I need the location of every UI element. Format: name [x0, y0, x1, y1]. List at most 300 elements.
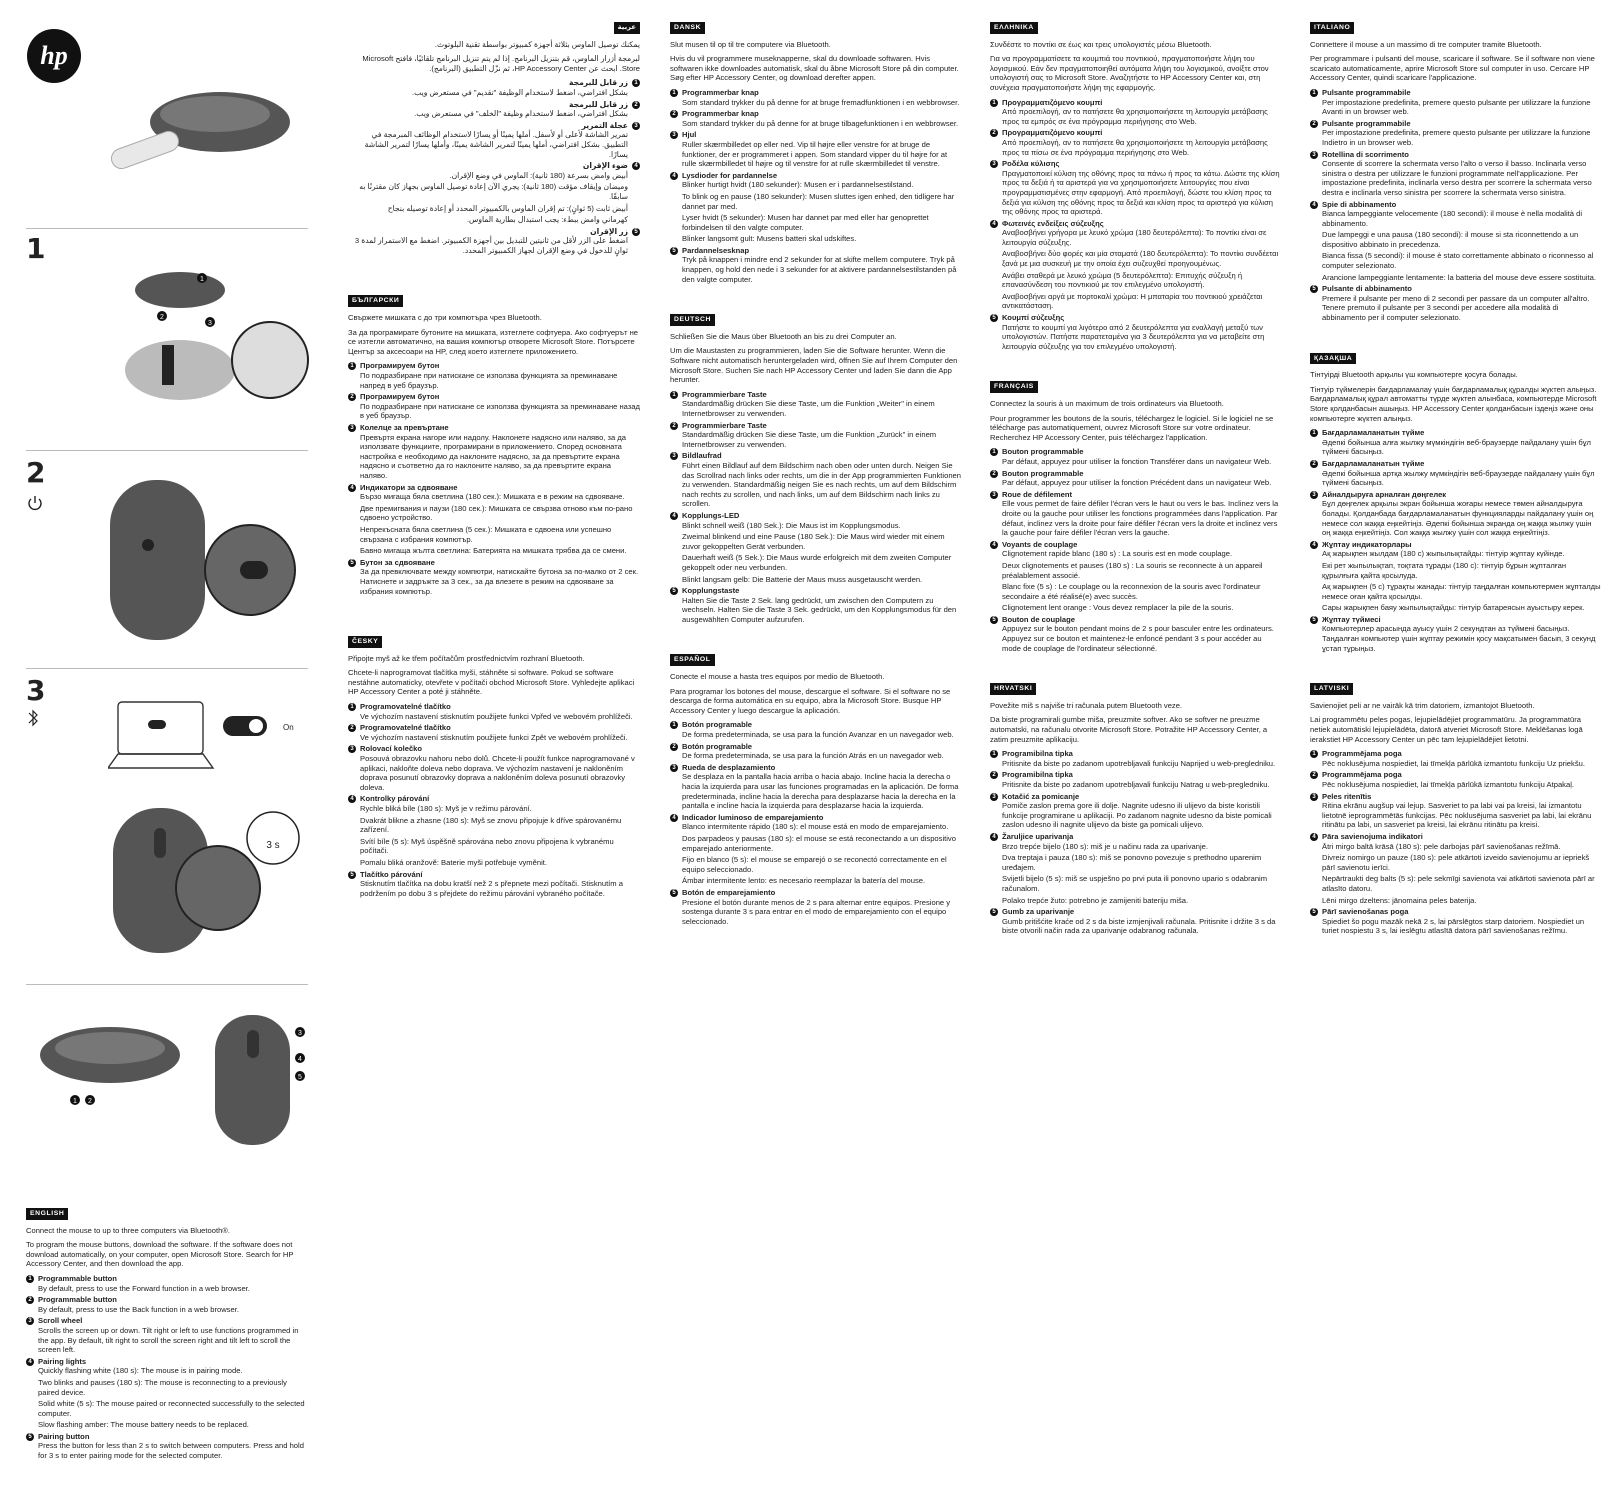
feature-title [348, 392, 640, 402]
section-intro: Connectez la souris à un maximum de trois ordinateurs via Bluetooth. [990, 399, 1224, 408]
feature-description: To blink og en pause (180 sekunder): Musen sluttes igen enhed, den tidligere har dannet par med. [682, 191, 955, 211]
feature-number-badge: 3 [348, 424, 356, 432]
feature-description: Blanco intermitente rápido (180 s): el mouse está en modo de emparejamiento. [682, 822, 949, 832]
feature-number-badge: 1 [990, 750, 998, 758]
feature-description: Consente di scorrere la schermata verso l'alto o verso il basso. Inclinarla verso sinistra o destra per utilizzare le funzioni programmate nell'applicazione. Per impostazione predefinita, inclinarla verso destra per scorrere la schermata verso destra e inclinarla verso sinistra per scorrere la schermata verso sinistra. [1322, 159, 1592, 197]
feature-title-text: Programmerbar knap [682, 109, 759, 119]
divider-4 [26, 984, 308, 985]
feature-item [990, 159, 1282, 217]
feature-number-badge: 4 [990, 541, 998, 549]
section-intro: Povežite miš s najviše tri računala putem Bluetooth veze. [990, 700, 1183, 710]
section-spanish [670, 654, 962, 926]
feature-number-badge: 2 [670, 743, 678, 751]
feature-description: Brzo trepće bijelo (180 s): miš je u načinu rada za uparivanje. [1002, 841, 1208, 851]
laptop-bluetooth-on-illustration [108, 698, 308, 773]
feature-description: Pēc noklusējuma nospiediet, lai tīmekļa pārlūkā izmantotu funkciju Uz priekšu. [1322, 758, 1585, 768]
step-2-number: 2 [26, 456, 46, 489]
feature-title-text: Pāra savienojuma indikatori [1322, 831, 1423, 841]
feature-item [1310, 88, 1602, 117]
feature-item [1310, 792, 1602, 830]
feature-title-text: عجلة التمرير [581, 120, 628, 130]
mouse-with-battery-illustration [100, 80, 300, 190]
feature-number-badge: 5 [632, 228, 640, 236]
feature-description: Ақ жарықпен (5 с) тұрақты жанады: тінтуір таңдалған компьютермен жұпталды немесе оған қайта қосылды. [1322, 582, 1601, 601]
feature-number-badge: 5 [990, 314, 998, 322]
feature-number-badge: 5 [348, 559, 356, 567]
section-header: HRVATSKI [990, 683, 1036, 695]
feature-item [1310, 119, 1602, 148]
feature-number-badge: 4 [632, 162, 640, 170]
feature-title [348, 723, 640, 733]
feature-item [990, 313, 1282, 351]
feature-title-text: Програмируем бутон [360, 392, 440, 402]
battery-install-illustration [110, 260, 310, 435]
mouse-bottom-power-illustration [100, 475, 310, 650]
feature-title-text: Индикатори за сдвояване [360, 482, 458, 492]
feature-description: Ritina ekrānu augšup vai lejup. Sasveriet to pa labi vai pa kreisi, lai izmantotu lietotnē ieprogrammētās funkcijas. Pēc noklusējuma sasveriet pa labi, lai ekrānu ritinātu pa labi, un sasveriet pa kreisi, lai ekrānu ritinātu pa kreisi. [1322, 801, 1592, 830]
feature-number-badge: 3 [632, 122, 640, 130]
feature-description: Blinker langsomt gult: Musens batteri skal udskiftes. [682, 234, 857, 244]
feature-description: Ақ жарықпен жылдам (180 с) жыпылықтайды: тінтуір жұптау күйінде. [1322, 549, 1565, 559]
section-header: عربية [614, 22, 640, 34]
feature-title [670, 888, 962, 898]
section-intro: Schließen Sie die Maus über Bluetooth an bis zu drei Computer an. [670, 331, 897, 341]
feature-title [1310, 832, 1602, 842]
feature-title-text: زر قابل للبرمجة [569, 78, 628, 88]
divider-1 [26, 228, 308, 229]
section-intro: To program the mouse buttons, download the software. If the software does not download automatically, on your computer, open Microsoft Store. Search for HP Accessory Center, and then download the app. [26, 1240, 294, 1269]
feature-number-badge: 4 [26, 1358, 34, 1366]
section-header: ҚАЗАҚША [1310, 353, 1356, 365]
feature-title-text: Hjul [682, 130, 697, 140]
section-croatian [990, 683, 1282, 936]
feature-item [1310, 200, 1602, 283]
feature-number-badge: 3 [348, 745, 356, 753]
feature-number-badge: 1 [348, 362, 356, 370]
feature-title-text: Lysdioder for pardannelse [682, 170, 778, 180]
feature-number-badge: 3 [990, 160, 998, 168]
feature-callout-4: 4 [298, 1056, 302, 1063]
feature-title [1310, 150, 1602, 160]
feature-item [670, 246, 962, 284]
feature-number-badge: 5 [1310, 285, 1318, 293]
feature-title-text: Kopplungs-LED [682, 510, 740, 520]
feature-description: Бавно мигаща жълта светлина: Батерията на мишката трябва да се смени. [360, 546, 627, 556]
feature-title-text: Peles ritenītis [1322, 791, 1372, 801]
feature-title [670, 742, 962, 752]
feature-number-badge: 2 [1310, 460, 1318, 468]
feature-number-badge: 2 [990, 771, 998, 779]
feature-description: Ruller skærmbilledet op eller ned. Vip til højre eller venstre for at bruge de funktioner, der er programmeret i appen. Som standard vipper du til højre for at rulle skærmbilledet til højre og til venstre for at rulle skærmbilledet til venstre. [682, 139, 948, 169]
feature-description: Zweimal blinkend und eine Pause (180 Sek.): Die Maus wird wieder mit einem zuvor gekoppelten Gerät verbunden. [682, 532, 945, 551]
feature-description: Press the button for less than 2 s to switch between computers. Press and hold for 3 s to enter pairing mode for the selected computer. [38, 1441, 304, 1461]
feature-title [348, 161, 640, 171]
feature-title-text: Kotačić za pomicanje [1002, 791, 1080, 801]
feature-item [348, 78, 640, 97]
feature-number-badge: 2 [348, 724, 356, 732]
feature-description: Dvakrát blikne a zhasne (180 s): Myš se znovu připojuje k dříve spárovanému zařízení. [360, 815, 622, 835]
section-header: ESPAÑOL [670, 654, 715, 666]
section-intro: لبرمجة أزرار الماوس، قم بتنزيل البرنامج. إذا لم يتم تنزيل البرنامج تلقائيًا، فافتح Microsoft Store. ابحث عن HP Accessory Center، ثم نزّل التطبيق (البرنامج). [362, 54, 640, 73]
section-intro: Per programmare i pulsanti del mouse, scaricare il software. Se il software non viene scaricato automaticamente, aprire Microsoft Store sul computer in uso. Cercare HP Accessory Center, quindi scaricare l'applicazione. [1310, 54, 1595, 83]
feature-number-badge: 2 [670, 422, 678, 430]
feature-title-text: Pardannelsesknap [682, 245, 750, 255]
feature-description: Από προεπιλογή, αν το πατήσετε θα χρησιμοποιήσετε τη λειτουργία μετάβασης προς τα εμπρός σε ένα πρόγραμμα περιήγησης στο Web. [1002, 107, 1268, 126]
feature-title-text: Tlačítko párování [360, 869, 423, 879]
feature-description: Par défaut, appuyez pour utiliser la fonction Précédent dans un navigateur Web. [1002, 478, 1272, 488]
feature-description: De forma predeterminada, se usa para la función Atrás en un navegador web. [682, 751, 944, 761]
feature-number-badge: 2 [26, 1296, 34, 1304]
feature-title [1310, 459, 1602, 469]
feature-description: Per impostazione predefinita, premere questo pulsante per utilizzare la funzione Avanti in un browser web. [1322, 97, 1591, 117]
feature-title-text: زر قابل للبرمجة [569, 99, 628, 109]
feature-description: Πατήστε το κουμπί για λιγότερο από 2 δευτερόλεπτα για εναλλαγή μεταξύ των υπολογιστών. Πατήστε παρατεταμένα για 3 δευτερόλεπτα για να μεταβείτε στη λειτουργία σύζευξης για τον επιλεγμένο υπολογιστή. [1002, 322, 1265, 351]
feature-item [1310, 490, 1602, 538]
feature-description: Dva treptaja i pauza (180 s): miš se ponovno povezuje s prethodno uparenim uređajem. [1002, 853, 1262, 872]
feature-description: Presione el botón durante menos de 2 s para alternar entre equipos. Presione y sostenga durante 3 s para entrar en el modo de emparejamiento con el equipo seleccionado. [682, 897, 951, 926]
section-czech [348, 636, 640, 898]
feature-description: Ve výchozím nastavení stisknutím použijete funkci Zpět ve webovém prohlížeči. [360, 732, 628, 742]
feature-callout-5: 5 [298, 1074, 302, 1081]
feature-title [990, 615, 1282, 625]
feature-title [348, 744, 640, 754]
divider-3 [26, 668, 308, 669]
feature-title-text: Pulsante programmabile [1322, 87, 1411, 97]
feature-title-text: Botón de emparejamiento [682, 887, 776, 897]
feature-title [670, 246, 962, 256]
feature-description: Blinkt langsam gelb: Die Batterie der Maus muss ausgetauscht werden. [682, 574, 923, 584]
feature-number-badge: 4 [1310, 541, 1318, 549]
section-intro: Conecte el mouse a hasta tres equipos por medio de Bluetooth. [670, 672, 885, 682]
feature-title [348, 227, 640, 237]
feature-description: تمرير الشاشة لأعلى أو لأسفل. أملها يمينًا أو يسارًا لاستخدام الوظائف المبرمجة في التطبيق. بشكل افتراضي، أملها يمينًا لتمرير الشاشة يمينًا، وأملها يسارًا لتمرير الشاشة يسارًا. [364, 130, 628, 159]
section-header: ČESKY [348, 636, 382, 648]
feature-item [348, 870, 640, 899]
feature-title-text: Bouton programmable [1002, 468, 1084, 478]
feature-title [990, 907, 1282, 917]
hp-logo [26, 28, 82, 84]
feature-title [26, 1357, 308, 1367]
feature-title-text: Pārī savienošanas poga [1322, 907, 1409, 917]
feature-title-text: Programmerbar knap [682, 87, 759, 97]
section-intro: يمكنك توصيل الماوس بثلاثة أجهزة كمبيوتر بواسطة تقنية البلوتوث. [434, 39, 640, 49]
feature-description: Halten Sie die Taste 2 Sek. lang gedrückt, um zwischen den Computern zu wechseln. Halten Sie die Taste 3 Sek. gedrückt, um den Kopplungsmodus für den ausgewählten Computer aufzurufen. [682, 595, 957, 624]
feature-title-text: زر الإقران [590, 226, 628, 236]
section-german [670, 314, 962, 624]
feature-title [348, 121, 640, 131]
feature-item [670, 511, 962, 584]
feature-title [1310, 792, 1602, 802]
feature-title [348, 483, 640, 493]
feature-item [990, 447, 1282, 466]
feature-number-badge: 5 [26, 1433, 34, 1441]
section-intro: Тінтуірді Bluetooth арқылы үш компьютерге қосуға болады. [1310, 370, 1518, 380]
feature-item [670, 451, 962, 509]
feature-title-text: Rolovací kolečko [360, 744, 423, 754]
feature-description: Dos parpadeos y pausas (180 s): el mouse se está reconectando a un dispositivo emparejado anteriormente. [682, 833, 956, 853]
feature-title-text: Programmable button [38, 1295, 117, 1305]
feature-item [348, 744, 640, 792]
feature-description: Spiediet šo pogu mazāk nekā 2 s, lai pārslēgtos starp datoriem. Nospiediet un turiet nospiestu 3 s, lai ieslēgtu atlasītā datora pārī savienošanas režīmu. [1322, 916, 1585, 936]
callout-2: 2 [160, 314, 164, 321]
feature-number-badge: 3 [1310, 793, 1318, 801]
feature-number-badge: 3 [990, 491, 998, 499]
feature-number-badge: 1 [1310, 429, 1318, 437]
feature-description: Führt einen Bildlauf auf dem Bildschirm nach oben oder unten durch. Neigen Sie das Scrollrad nach links oder rechts, um die in der App programmierten Funktionen zu verwenden. Standardmäßig neigen Sie es nach rechts, um auf dem Bildschirm nach rechts zu scrollen, und nach links, um auf dem Bildschirm nach links zu scrollen. [682, 460, 961, 509]
feature-number-badge: 3 [990, 793, 998, 801]
feature-description: Әдепкі бойынша артқа жылжу мүмкіндігін веб-браузерде пайдалану үшін бұл түймені басыңыз. [1322, 468, 1595, 488]
feature-item [990, 792, 1282, 830]
section-danish [670, 22, 962, 284]
feature-item [1310, 428, 1602, 457]
feature-number-badge: 3 [670, 131, 678, 139]
feature-number-badge: 5 [1310, 616, 1318, 624]
feature-description: Pritisnite da biste po zadanom upotrebljavali funkciju Natrag u web-pregledniku. [1002, 780, 1270, 789]
feature-title [348, 423, 640, 433]
feature-item [348, 227, 640, 256]
feature-item [670, 720, 962, 739]
feature-description: Gumb pritišćite kraće od 2 s da biste izmjenjivali računala. Pritisnite i držite 3 s da biste otvorili način rada za uparivanje odabranog računala. [1002, 916, 1276, 936]
feature-item [348, 702, 640, 721]
feature-number-badge: 5 [670, 247, 678, 255]
feature-title-text: Bildlaufrad [682, 451, 722, 461]
feature-item [670, 763, 962, 811]
feature-title [1310, 284, 1602, 294]
feature-description: Fijo en blanco (5 s): el mouse se emparejó o se reconectó correctamente en el equipo seleccionado. [682, 855, 947, 874]
section-latvian [1310, 683, 1602, 936]
feature-title-text: Botón programable [682, 720, 753, 730]
feature-item [348, 100, 640, 119]
feature-description: Nepārtraukti deg balts (5 s): pele sekmīgi savienota vai atkārtoti savienota pārī ar atlasīto datoru. [1322, 874, 1595, 893]
section-bulgarian [348, 295, 640, 596]
feature-title-text: Pairing lights [38, 1356, 87, 1366]
feature-item [670, 813, 962, 886]
feature-number-badge: 4 [1310, 201, 1318, 209]
section-header: DEUTSCH [670, 314, 715, 326]
section-intro: За да програмирате бутоните на мишката, изтеглете софтуера. Ако софтуерът не се изтегли автоматично, на вашия компютър отворете Microsoft Store. Потърсете Център за аксесоари на HP, след което изтеглете приложението. [348, 327, 639, 356]
feature-title [990, 490, 1282, 500]
feature-title [670, 130, 962, 140]
feature-number-badge: 2 [348, 393, 356, 401]
feature-item [26, 1295, 308, 1314]
section-intro: Um die Maustasten zu programmieren, laden Sie die Software herunter. Wenn die Software nicht automatisch heruntergeladen wird, öffnen Sie auf Ihrem Computer den Microsoft Store. Suchen Sie nach HP Accessory Center und laden Sie dann die App herunter. [670, 346, 958, 385]
feature-title [670, 813, 962, 823]
column-3 [670, 22, 962, 948]
feature-description: Due lampeggi e una pausa (180 secondi): il mouse si sta riconnettendo a un dispositivo abbinato in precedenza. [1322, 230, 1579, 249]
feature-title [26, 1316, 308, 1326]
feature-item [348, 423, 640, 481]
feature-description: Svítí bíle (5 s): Myš úspěšně spárována nebo znovu připojena k vybranému počítači. [360, 836, 614, 856]
feature-title-text: Жұптау индикаторлары [1322, 539, 1412, 549]
feature-item [348, 558, 640, 596]
feature-title [1310, 907, 1602, 917]
feature-number-badge: 2 [990, 129, 998, 137]
feature-number-badge: 5 [348, 871, 356, 879]
feature-number-badge: 3 [1310, 151, 1318, 159]
feature-description: Som standard trykker du på denne for at bruge tilbagefunktionen i en webbrowser. [682, 118, 959, 128]
feature-title-text: Бағдарламаланатын түйме [1322, 458, 1425, 468]
feature-item [1310, 615, 1602, 653]
feature-number-badge: 4 [670, 172, 678, 180]
feature-title [1310, 615, 1602, 625]
feature-title [990, 469, 1282, 479]
section-intro: Connect the mouse to up to three computers via Bluetooth®. [26, 1225, 230, 1235]
feature-description: Pomalu bliká oranžově: Baterie myši potřebuje vyměnit. [360, 857, 547, 867]
feature-item [990, 749, 1282, 768]
feature-title-text: Φωτεινές ενδείξεις σύζευξης [1002, 218, 1104, 228]
feature-item [1310, 459, 1602, 488]
feature-description: Екі рет жыпылықтап, тоқтата тұрады (180 с): тінтуір бұрын жұпталған құрылғыға қайта қосылуда. [1322, 560, 1567, 580]
callout-3: 3 [208, 320, 212, 327]
feature-title [670, 109, 962, 119]
feature-title-text: Žaruljice uparivanja [1002, 831, 1074, 841]
feature-number-badge: 3 [670, 764, 678, 772]
feature-description: Polako trepće žuto: potrebno je zamijeniti bateriju miša. [1002, 895, 1189, 905]
feature-item [348, 361, 640, 390]
feature-title [348, 794, 640, 804]
feature-description: اضغط على الزر لأقل من ثانيتين للتبديل بين أجهزة الكمبيوتر. اضغط مع الاستمرار لمدة 3 ثوانٍ للدخول في وضع الإقران لجهاز الكمبيوتر المحدد. [354, 236, 628, 255]
feature-description: Бұл дөңгелек арқылы экран бойынша жоғары немесе төмен айналдыруға болады. Қолданбада бағдарламаланатын функцияларды пайдалану үшін оң немесе сол жаққа еңкейтіңіз. Әдепкі бойынша экранда оң жаққа жылжу үшін оң жаққа еңкейтіңіз. Сол жаққа жылжу үшін сол жаққа еңкейтіңіз. [1322, 499, 1594, 538]
feature-description: Pēc noklusējuma nospiediet, lai tīmekļa pārlūkā izmantotu funkciju Atpakaļ. [1322, 780, 1574, 789]
feature-description: Pomiče zaslon prema gore ili dolje. Nagnite udesno ili ulijevo da biste koristili funkcije programirane u aplikaciji. Po zadanom nagnite udesno da biste pomicali zaslon udesno ili nagnite ulijevo da biste ga pomicali ulijevo. [1002, 801, 1272, 830]
feature-item [990, 128, 1282, 157]
feature-title [1310, 749, 1602, 759]
feature-item [990, 490, 1282, 538]
section-intro: Připojte myš až ke třem počítačům prostřednictvím rozhraní Bluetooth. [348, 653, 585, 663]
feature-title [26, 1432, 308, 1442]
power-icon [26, 494, 44, 512]
feature-description: Непрекъсната бяла светлина (5 сек.): Мишката е сдвоена или успешно свързана с избрания компютър. [360, 524, 612, 544]
feature-title [990, 749, 1282, 759]
feature-number-badge: 2 [1310, 120, 1318, 128]
feature-number-badge: 5 [990, 616, 998, 624]
section-intro: Pour programmer les boutons de la souris, téléchargez le logiciel. Si le logiciel ne se télécharge pas automatiquement, ouvrez Microsoft Store sur votre ordinateur. Recherchez HP Accessory Center, puis téléchargez l'application. [990, 413, 1274, 442]
feature-number-badge: 2 [990, 470, 998, 478]
feature-description: Ανάβει σταθερά με λευκό χρώμα (5 δευτερόλεπτα): Επιτυχής σύζευξη ή επανασύνδεση του ποντικιού με τον επιλεγμένο υπολογιστή. [1002, 270, 1243, 290]
feature-title [990, 219, 1282, 229]
feature-description: Premere il pulsante per meno di 2 secondi per passare da un computer all'altro. Tenere premuto il pulsante per 3 secondi per accedere alla modalità di abbinamento per il computer selezionato. [1322, 293, 1590, 323]
feature-description: Svijetli bijelo (5 s): miš se uspješno po prvi puta ili ponovno upario s odabranim računalom. [1002, 874, 1268, 893]
feature-title [990, 98, 1282, 108]
feature-description: Әдепкі бойынша алға жылжу мүмкіндігін веб-браузерде пайдалану үшін бұл түймені басыңыз. [1322, 437, 1591, 457]
feature-description: Tryk på knappen i mindre end 2 sekunder for at skifte mellem computere. Tryk på knappen, og hold den nede i 3 sekunder for at aktivere pardannelsestilstanden på den valgte computer. [682, 255, 957, 284]
feature-description: Αναβοσβήνει αργά με πορτοκαλί χρώμα: Η μπαταρία του ποντικιού χρειάζεται αντικατάσταση. [1002, 291, 1263, 311]
feature-description: أبيض وامض بسرعة (180 ثانية): الماوس في وضع الإقران. [449, 170, 628, 180]
feature-item [26, 1316, 308, 1354]
feature-title-text: Roue de défilement [1002, 489, 1073, 499]
hold-time-label: 3 s [266, 840, 280, 851]
feature-callout-3: 3 [298, 1030, 302, 1037]
feature-title [670, 421, 962, 431]
feature-title [348, 870, 640, 880]
feature-title-text: Programmierbare Taste [682, 389, 767, 399]
feature-item [348, 794, 640, 867]
feature-item [1310, 832, 1602, 905]
feature-title-text: Spie di abbinamento [1322, 199, 1397, 209]
feature-title [348, 702, 640, 712]
feature-description: Two blinks and pauses (180 s): The mouse is reconnecting to a previously paired device. [38, 1377, 287, 1397]
feature-number-badge: 5 [670, 889, 678, 897]
feature-title [990, 128, 1282, 138]
section-header: FRANÇAIS [990, 381, 1038, 393]
feature-title-text: Voyants de couplage [1002, 539, 1078, 549]
feature-number-badge: 1 [26, 1275, 34, 1283]
feature-item [990, 540, 1282, 613]
feature-title [990, 540, 1282, 550]
feature-description: Par défaut, appuyez pour utiliser la fonction Transférer dans un navigateur Web. [1002, 456, 1272, 466]
feature-title [670, 171, 962, 181]
feature-description: كهرماني وامض ببطء: يجب استبدال بطارية الماوس. [466, 215, 628, 225]
feature-number-badge: 3 [26, 1317, 34, 1325]
feature-item [348, 483, 640, 556]
feature-title-text: Pulsante programmabile [1322, 118, 1411, 128]
feature-description: Scrolls the screen up or down. Tilt right or left to use functions programmed in the app. By default, tilt right to scroll the screen right and tilt left to scroll the screen left. [38, 1325, 299, 1355]
feature-item [26, 1432, 308, 1461]
feature-description: Clignotement rapide blanc (180 s) : La souris est en mode couplage. [1002, 549, 1233, 559]
feature-description: По подразбиране при натискане се използва функцията за преминаване назад в уеб браузър. [360, 401, 640, 421]
feature-description: Per impostazione predefinita, premere questo pulsante per utilizzare la funzione Indietro in un browser web. [1322, 128, 1591, 147]
feature-description: وميضان وإيقاف مؤقت (180 ثانية): يجري الآن إعادة توصيل الماوس بجهاز كان مقترنًا به سابقًا. [359, 182, 628, 201]
feature-title-text: Ροδέλα κύλισης [1002, 159, 1060, 169]
feature-description: Dauerhaft weiß (5 Sek.): Die Maus wurde erfolgreich mit dem zweiten Computer gekoppelt oder neu verbunden. [682, 553, 952, 572]
feature-item [670, 88, 962, 107]
section-kazakh [1310, 353, 1602, 654]
feature-title-text: Kopplungstaste [682, 586, 740, 596]
feature-number-badge: 3 [670, 452, 678, 460]
feature-title-text: Scroll wheel [38, 1316, 83, 1326]
feature-title [670, 451, 962, 461]
feature-title-text: Gumb za uparivanje [1002, 907, 1075, 917]
feature-title-text: Бағдарламаланатын түйме [1322, 428, 1425, 438]
feature-description: Bianca lampeggiante velocemente (180 secondi): il mouse è nella modalità di abbinamento. [1322, 209, 1583, 228]
feature-item [1310, 284, 1602, 322]
feature-item [26, 1357, 308, 1430]
step-1-number: 1 [26, 232, 46, 265]
feature-title [990, 313, 1282, 323]
feature-description: Ātri mirgo baltā krāsā (180 s): pele darbojas pārī savienošanas režīmā. [1322, 841, 1561, 851]
feature-title-text: Айналдыруға арналған дөңгелек [1322, 489, 1447, 499]
feature-number-badge: 5 [1310, 908, 1318, 916]
feature-title-text: Pairing button [38, 1431, 90, 1441]
section-header: LATVISKI [1310, 683, 1353, 695]
feature-number-badge: 5 [990, 908, 998, 916]
feature-item [1310, 770, 1602, 789]
section-intro: Para programar los botones del mouse, descargue el software. Si el software no se descarga de forma automática en su equipo, abra la Microsoft Store. Busque HP Accessory Center y luego descargue la aplicación. [670, 686, 951, 715]
feature-item [348, 161, 640, 225]
feature-description: Standardmäßig drücken Sie diese Taste, um die Funktion „Zurück" in einem Internetbrowser zu verwenden. [682, 430, 937, 449]
column-4 [990, 22, 1282, 958]
feature-description: Stisknutím tlačítka na dobu kratší než 2 s přepnete mezi počítači. Stisknutím a podržením po dobu 3 s přejdete do režimu párování vybraného počítače. [360, 879, 623, 898]
feature-description: Компьютерлер арасында ауысу үшін 2 секундтан аз түймені басыңыз. Таңдалған компьютер үшін жұптау режимін қосу мақсатымен басып, 3 секунд ұстап тұрыңыз. [1322, 624, 1596, 653]
feature-title-text: Programmable button [38, 1273, 117, 1283]
section-header: ITALIANO [1310, 22, 1354, 34]
feature-callout-2: 2 [88, 1098, 92, 1105]
feature-title [26, 1295, 308, 1305]
feature-title-text: Programovatelné tlačítko [360, 723, 451, 733]
feature-description: Πραγματοποιεί κύλιση της οθόνης προς τα πάνω ή προς τα κάτω. Δώστε της κλίση προς τα δεξιά ή τα αριστερά για να χρησιμοποιήσετε λειτουργίες που είναι προγραμματισμένες στην εφαρμογή. Από προεπιλογή, δώστε του κλίση προς τα δεξιά για κύλιση της οθόνης προς τα δεξιά και κλίση προς τα αριστερά για κύλιση της οθόνης προς τα αριστερά. [1002, 168, 1280, 217]
feature-title-text: Κουμπί σύζευξης [1002, 313, 1065, 323]
feature-item [348, 723, 640, 742]
feature-item [1310, 907, 1602, 936]
feature-number-badge: 1 [670, 89, 678, 97]
section-intro: Свържете мишката с до три компютъра чрез Bluetooth. [348, 313, 542, 323]
hp-logo-text: hp [40, 41, 68, 70]
feature-item [990, 907, 1282, 936]
mouse-pairing-illustration [108, 800, 308, 960]
feature-description: Blanc fixe (5 s) : Le couplage ou la reconnexion de la souris avec l'ordinateur secondaire a été réalisé(e) avec succès. [1002, 582, 1261, 601]
feature-title [990, 770, 1282, 780]
divider-2 [26, 450, 308, 451]
